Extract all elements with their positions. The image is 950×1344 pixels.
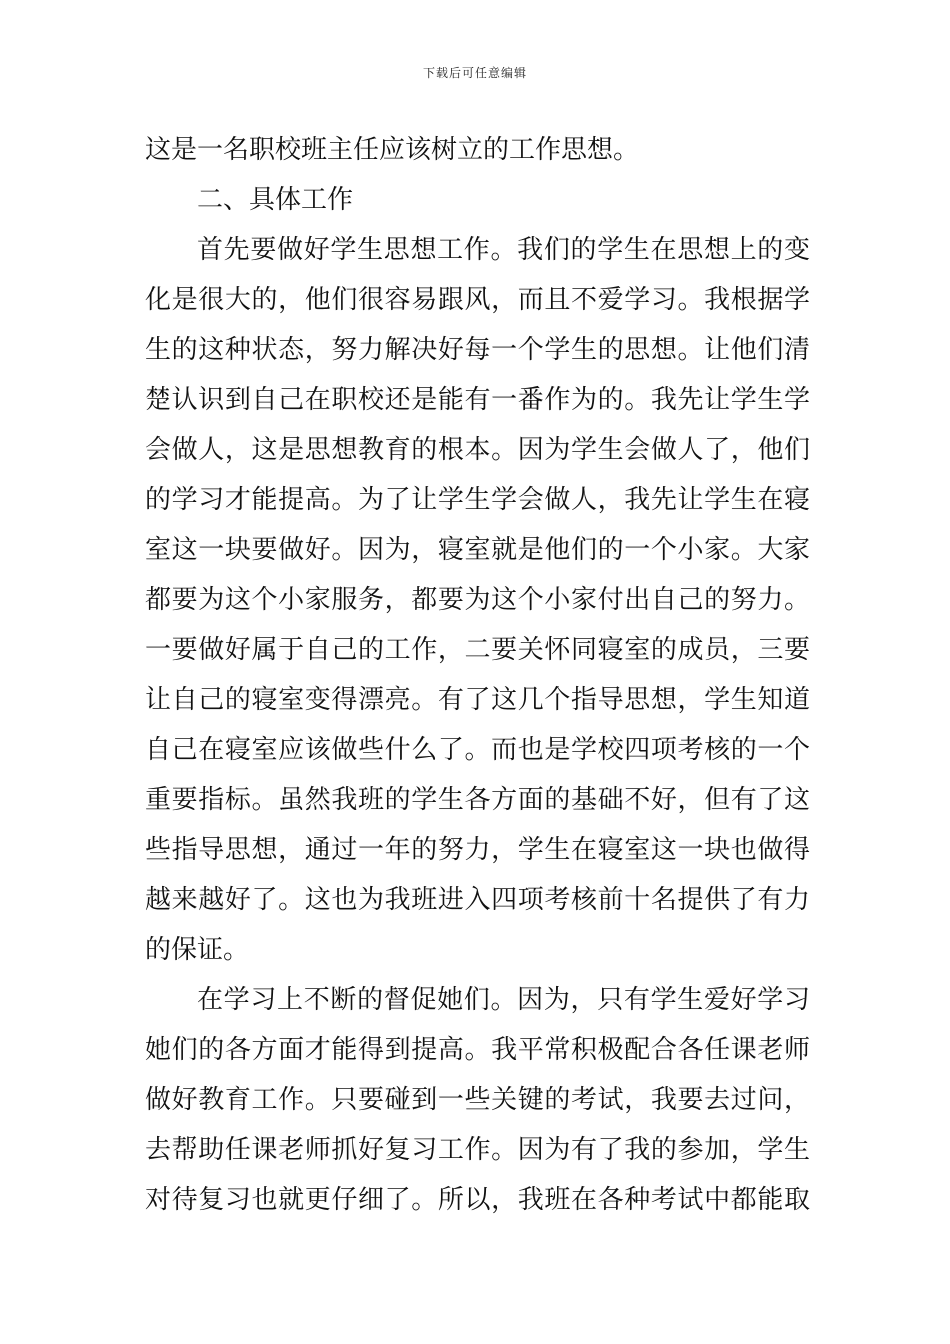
text-line: 在学习上不断的督促她们。因为，只有学生爱好学习 (197, 985, 810, 1015)
text-line: 她们的各方面才能得到提高。我平常积极配合各任课老师 (145, 1035, 810, 1065)
text-line: 首先要做好学生思想工作。我们的学生在思想上的变 (197, 235, 810, 265)
text-line: 对待复习也就更仔细了。所以，我班在各种考试中都能取 (145, 1185, 810, 1215)
text-line: 的学习才能提高。为了让学生学会做人，我先让学生在寝 (145, 485, 810, 515)
text-line: 的保证。 (145, 935, 250, 965)
text-line: 一要做好属于自己的工作，二要关怀同寝室的成员，三要 (145, 635, 810, 665)
page-header: 下载后可任意编辑 (422, 66, 527, 80)
section-heading: 二、具体工作 (197, 185, 354, 215)
text-line: 化是很大的，他们很容易跟风，而且不爱学习。我根据学 (145, 285, 810, 315)
text-line: 自己在寝室应该做些什么了。而也是学校四项考核的一个 (145, 735, 810, 765)
text-line: 些指导思想，通过一年的努力，学生在寝室这一块也做得 (145, 835, 810, 865)
text-line: 生的这种状态，努力解决好每一个学生的思想。让他们清 (145, 335, 810, 365)
text-line: 越来越好了。这也为我班进入四项考核前十名提供了有力 (145, 885, 810, 915)
text-line: 室这一块要做好。因为，寝室就是他们的一个小家。大家 (145, 535, 810, 565)
text-line: 会做人，这是思想教育的根本。因为学生会做人了，他们 (145, 435, 810, 465)
text-line: 重要指标。虽然我班的学生各方面的基础不好，但有了这 (145, 785, 810, 815)
text-line: 都要为这个小家服务，都要为这个小家付出自己的努力。 (145, 585, 810, 615)
text-line: 做好教育工作。只要碰到一些关键的考试，我要去过问， (145, 1085, 810, 1115)
text-line: 这是一名职校班主任应该树立的工作思想。 (145, 135, 640, 165)
text-line: 去帮助任课老师抓好复习工作。因为有了我的参加，学生 (145, 1135, 810, 1165)
text-line: 让自己的寝室变得漂亮。有了这几个指导思想，学生知道 (145, 685, 810, 715)
text-line: 楚认识到自己在职校还是能有一番作为的。我先让学生学 (145, 385, 810, 415)
